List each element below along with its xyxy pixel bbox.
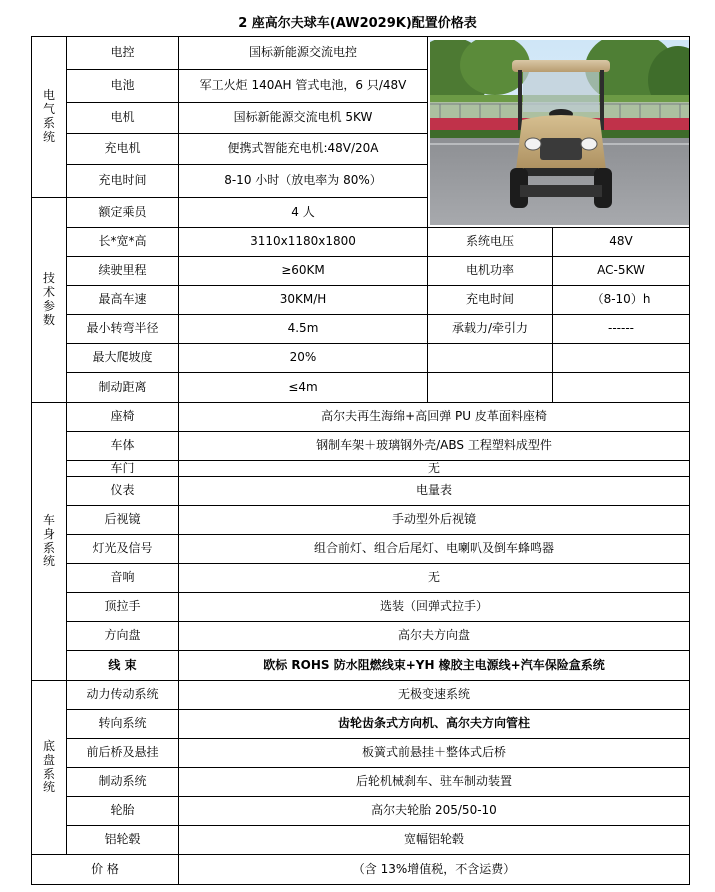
row-value: 无极变速系统 — [179, 681, 690, 710]
row-value: 宽幅铝轮毂 — [179, 826, 690, 855]
document-title: 2 座高尔夫球车(AW2029K)配置价格表 — [238, 16, 477, 31]
row-label: 制动距离 — [67, 373, 179, 403]
row-label: 顶拉手 — [67, 593, 179, 622]
empty-cell — [553, 344, 690, 373]
row-value: 8-10 小时（放电率为 80%） — [179, 165, 428, 198]
row-value: 高尔夫方向盘 — [179, 622, 690, 651]
row-value: ≤4m — [179, 373, 428, 403]
row-value: 电量表 — [179, 477, 690, 506]
row-value: 国标新能源交流电控 — [179, 37, 428, 70]
row-value-2: AC-5KW — [553, 257, 690, 286]
row-value: 军工火炬 140AH 管式电池，6 只/48V — [179, 70, 428, 103]
row-label: 最大爬坡度 — [67, 344, 179, 373]
spec-table — [31, 36, 690, 885]
row-value: 后轮机械刹车、驻车制动装置 — [179, 768, 690, 797]
row-label: 动力传动系统 — [67, 681, 179, 710]
row-label: 充电机 — [67, 134, 179, 165]
row-value: 国标新能源交流电机 5KW — [179, 103, 428, 134]
row-label: 长*宽*高 — [67, 228, 179, 257]
row-value-2: ------ — [553, 315, 690, 344]
row-label: 最小转弯半径 — [67, 315, 179, 344]
row-label: 线 束 — [67, 651, 179, 681]
row-label: 充电时间 — [67, 165, 179, 198]
price-label: 价 格 — [32, 855, 179, 885]
section-tech: 技术参数 — [32, 198, 67, 403]
row-value: 无 — [179, 461, 690, 477]
row-label: 前后桥及悬挂 — [67, 739, 179, 768]
row-label-2: 系统电压 — [428, 228, 553, 257]
row-label: 仪表 — [67, 477, 179, 506]
row-label: 转向系统 — [67, 710, 179, 739]
section-chassis: 底盘系统 — [32, 681, 67, 855]
row-value: 钢制车架＋玻璃钢外壳/ABS 工程塑料成型件 — [179, 432, 690, 461]
row-value: 4.5m — [179, 315, 428, 344]
row-value: 无 — [179, 564, 690, 593]
row-value: 板簧式前悬挂＋整体式后桥 — [179, 739, 690, 768]
row-value: 高尔夫再生海绵+高回弹 PU 皮革面料座椅 — [179, 403, 690, 432]
row-value: 欧标 ROHS 防水阻燃线束+YH 橡胶主电源线+汽车保险盒系统 — [179, 651, 690, 681]
row-value-2: 48V — [553, 228, 690, 257]
row-value: 便携式智能充电机:48V/20A — [179, 134, 428, 165]
row-label: 灯光及信号 — [67, 535, 179, 564]
row-label: 座椅 — [67, 403, 179, 432]
row-label: 电机 — [67, 103, 179, 134]
section-electric: 电气系统 — [32, 37, 67, 198]
row-value: 齿轮齿条式方向机、高尔夫方向管柱 — [179, 710, 690, 739]
row-label: 续驶里程 — [67, 257, 179, 286]
empty-cell — [428, 373, 553, 403]
row-label: 轮胎 — [67, 797, 179, 826]
row-label: 电控 — [67, 37, 179, 70]
row-value: 3110x1180x1800 — [179, 228, 428, 257]
row-label: 后视镜 — [67, 506, 179, 535]
row-value: 30KM/H — [179, 286, 428, 315]
row-value: ≥60KM — [179, 257, 428, 286]
row-label: 车体 — [67, 432, 179, 461]
row-value: 20% — [179, 344, 428, 373]
row-label: 制动系统 — [67, 768, 179, 797]
row-label: 额定乘员 — [67, 198, 179, 228]
golf-cart-photo — [428, 37, 690, 228]
row-value: 4 人 — [179, 198, 428, 228]
row-value: 组合前灯、组合后尾灯、电喇叭及倒车蜂鸣器 — [179, 535, 690, 564]
row-value: 选装（回弹式拉手） — [179, 593, 690, 622]
row-label: 车门 — [67, 461, 179, 477]
section-body: 车身系统 — [32, 403, 67, 681]
row-value-2: （8-10）h — [553, 286, 690, 315]
row-value: 手动型外后视镜 — [179, 506, 690, 535]
empty-cell — [553, 373, 690, 403]
row-label: 电池 — [67, 70, 179, 103]
row-label-2: 承载力/牵引力 — [428, 315, 553, 344]
empty-cell — [428, 344, 553, 373]
row-label-2: 电机功率 — [428, 257, 553, 286]
row-label: 最高车速 — [67, 286, 179, 315]
row-label: 铝轮毂 — [67, 826, 179, 855]
row-label: 方向盘 — [67, 622, 179, 651]
price-value: （含 13%增值税，不含运费） — [179, 855, 690, 885]
row-label-2: 充电时间 — [428, 286, 553, 315]
row-value: 高尔夫轮胎 205/50-10 — [179, 797, 690, 826]
row-label: 音响 — [67, 564, 179, 593]
